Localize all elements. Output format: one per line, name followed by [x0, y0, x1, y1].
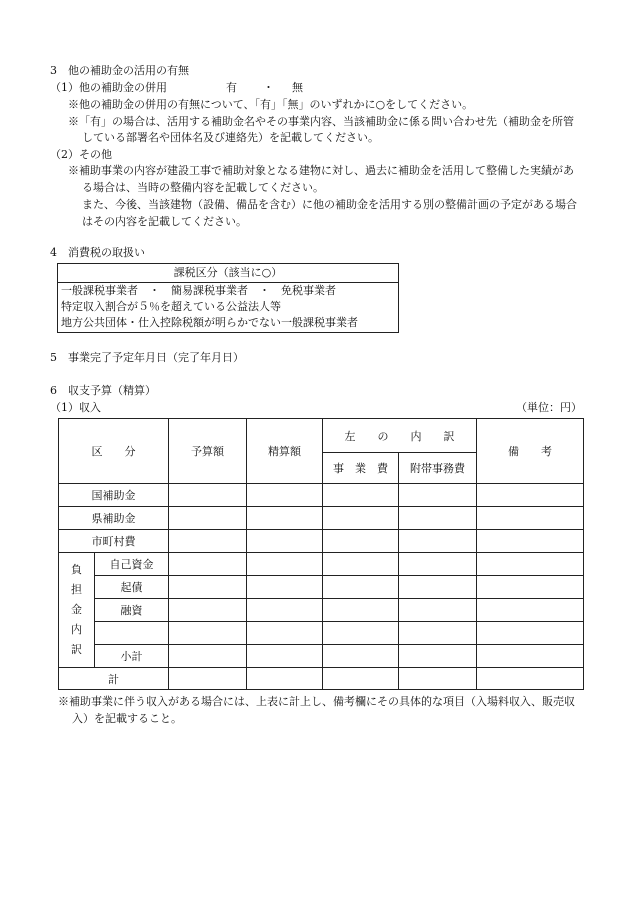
table-cell — [247, 484, 323, 507]
note-yes-case-line2: している部署名や団体名及び連絡先）を記載してください。 — [82, 131, 379, 144]
tax-option-line3: 地方公共団体・仕入控除税額が明らかでない一般課税事業者 — [61, 316, 358, 329]
table-cell — [477, 622, 584, 645]
table-cell — [247, 530, 323, 553]
section-6-heading: 6 収支予算（精算） — [50, 384, 156, 397]
table-cell — [323, 622, 399, 645]
row-label-municipal-expense: 市町村費 — [59, 530, 169, 553]
row-label-own-funds: 自己資金 — [95, 553, 169, 576]
row-label-loans: 融資 — [95, 599, 169, 622]
table-cell — [247, 622, 323, 645]
note-yes-case-line1: ※「有」の場合は、活用する補助金名やその事業内容、当該補助金に係る問い合わせ先（補助金を所管 — [68, 115, 574, 128]
table-cell — [477, 507, 584, 530]
table-cell — [399, 484, 477, 507]
row-label-blank — [95, 622, 169, 645]
table-cell — [247, 645, 323, 668]
table-cell — [399, 530, 477, 553]
table-cell — [169, 530, 247, 553]
table-cell — [247, 553, 323, 576]
note-construction-line1: ※補助事業の内容が建設工事で補助対象となる建物に対し、過去に補助金を活用して整備した実績があ — [68, 164, 574, 177]
tax-box-title: 課税区分（該当に○） — [173, 266, 283, 279]
table-cell — [477, 530, 584, 553]
table-cell — [477, 484, 584, 507]
table-cell — [323, 668, 399, 690]
table-cell — [399, 622, 477, 645]
note-choice: ※他の補助金の併用の有無について、「有」「無」のいずれかに○をしてください。 — [68, 98, 474, 111]
header-remarks: 備 考 — [477, 419, 584, 484]
table-cell — [169, 622, 247, 645]
header-category: 区 分 — [59, 419, 169, 484]
table-cell — [477, 645, 584, 668]
header-admin-cost: 附帯事務費 — [399, 453, 477, 484]
table-cell — [323, 576, 399, 599]
table-cell — [247, 507, 323, 530]
subsection-3-1-heading: （1）他の補助金の併用 — [50, 81, 167, 94]
table-cell — [399, 668, 477, 690]
row-group-burden-breakdown — [59, 553, 95, 668]
table-cell — [399, 645, 477, 668]
row-label-subtotal: 小計 — [95, 645, 169, 668]
table-cell — [399, 507, 477, 530]
table-cell — [323, 507, 399, 530]
table-cell — [247, 576, 323, 599]
note-future-line2: はその内容を記載してください。 — [82, 215, 247, 228]
section-4-heading: 4 消費税の取扱い — [50, 246, 145, 259]
section-3-heading: 3 他の補助金の活用の有無 — [50, 64, 189, 77]
tax-box-divider — [58, 282, 398, 283]
subsection-3-2-heading: （2）その他 — [50, 148, 112, 161]
income-footnote-line2: 入）を記載すること。 — [72, 712, 182, 725]
tax-category-box — [57, 263, 399, 333]
burden-breakdown-label: 負担金内訳 — [71, 563, 82, 656]
table-cell — [169, 645, 247, 668]
table-cell — [323, 484, 399, 507]
row-label-total: 計 — [59, 668, 169, 690]
table-cell — [399, 599, 477, 622]
table-cell — [169, 576, 247, 599]
table-cell — [477, 553, 584, 576]
table-cell — [247, 668, 323, 690]
subsection-6-1-heading: （1）収入 — [50, 401, 101, 414]
header-breakdown: 左 の 内 訳 — [323, 419, 477, 453]
row-label-bonds: 起債 — [95, 576, 169, 599]
table-cell — [323, 599, 399, 622]
table-cell — [169, 668, 247, 690]
option-yes: 有 — [226, 81, 237, 94]
unit-label: （単位：円） — [516, 401, 582, 414]
table-cell — [323, 530, 399, 553]
table-cell — [323, 553, 399, 576]
table-cell — [247, 599, 323, 622]
income-budget-table — [58, 418, 584, 690]
note-construction-line2: る場合は、当時の整備内容を記載してください。 — [82, 181, 324, 194]
table-cell — [477, 668, 584, 690]
table-cell — [169, 553, 247, 576]
row-label-prefectural-subsidy: 県補助金 — [59, 507, 169, 530]
section-5-heading: 5 事業完了予定年月日（完了年月日） — [50, 351, 244, 364]
header-settled-amount: 精算額 — [247, 419, 323, 484]
header-budget-amount: 予算額 — [169, 419, 247, 484]
table-cell — [399, 553, 477, 576]
tax-option-line1: 一般課税事業者 ・ 簡易課税事業者 ・ 免税事業者 — [61, 284, 336, 297]
table-cell — [323, 645, 399, 668]
table-cell — [477, 599, 584, 622]
header-project-cost: 事 業 費 — [323, 453, 399, 484]
option-separator: ・ — [263, 81, 274, 94]
income-footnote-line1: ※補助事業に伴う収入がある場合には、上表に計上し、備考欄にその具体的な項目（入場料収入、販売収 — [58, 695, 575, 708]
table-cell — [399, 576, 477, 599]
tax-option-line2: 特定収入割合が５％を超えている公益法人等 — [61, 300, 281, 313]
table-cell — [169, 507, 247, 530]
table-cell — [169, 484, 247, 507]
table-cell — [477, 576, 584, 599]
note-future-line1: また、今後、当該建物（設備、備品を含む）に他の補助金を活用する別の整備計画の予定がある場合 — [82, 198, 577, 211]
table-cell — [169, 599, 247, 622]
option-no: 無 — [292, 81, 303, 94]
row-label-national-subsidy: 国補助金 — [59, 484, 169, 507]
